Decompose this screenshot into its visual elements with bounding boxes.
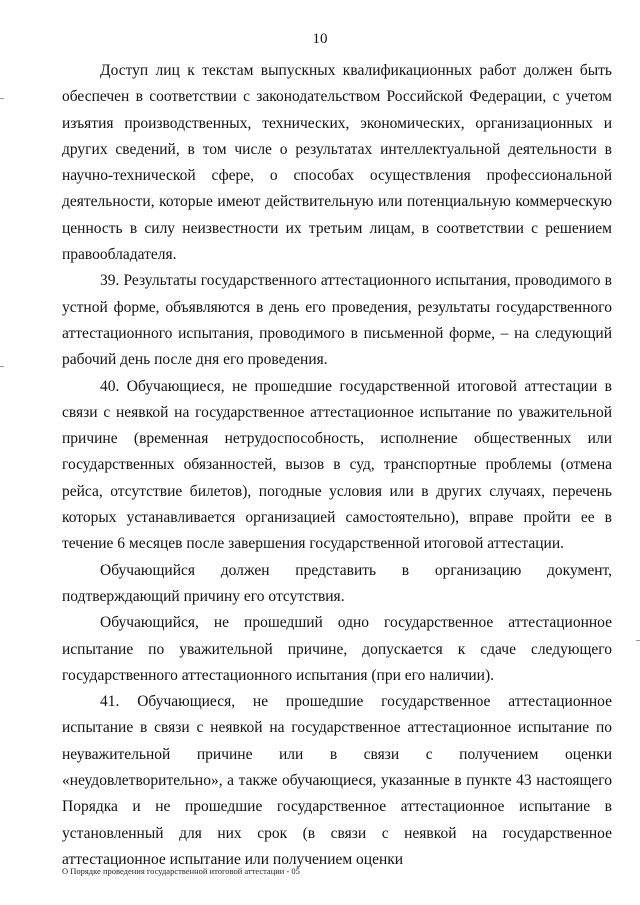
paragraph-admission: Обучающийся, не прошедший одно государственное аттестационное испытание по уважительной причине, допускается к сдаче следующего государственного аттестационного испытания (при его наличии). bbox=[62, 614, 612, 684]
page-footer: О Порядке проведения государственной итоговой аттестации - 05 bbox=[62, 866, 300, 876]
paragraph-39: 39. Результаты государственного аттестационного испытания, проводимого в устной форме, объявляются в день его проведения, результаты государственного аттестационного испытания, проводимого в письменной форме, – на следующий рабочий день после дня его проведения. bbox=[62, 272, 612, 369]
document-body bbox=[62, 58, 612, 873]
page-number: 10 bbox=[312, 31, 328, 47]
margin-scan-mark bbox=[0, 98, 4, 99]
paragraph-40: 40. Обучающиеся, не прошедшие государственной итоговой аттестации в связи с неявкой на государственное аттестационное испытание по уважительной причине (временная нетрудоспособность, исполнение общественных или государственных обязанностей, вызов в суд, транспортные проблемы (отмена рейса, отсутствие билетов), погодные условия или в других случаях, перечень которых устанавливается организацией самостоятельно), вправе пройти ее в течение 6 месяцев после завершения государственной итоговой аттестации. bbox=[62, 377, 612, 553]
margin-scan-mark bbox=[636, 640, 640, 641]
paragraph-41: 41. Обучающиеся, не прошедшие государственное аттестационное испытание в связи с неявкой на государственное аттестационное испытание по неуважительной причине или в связи с получением оценки «неудовлетворительно», а также обучающиеся, указанные в пункте 43 настоящего Порядка и не прошедшие государственное аттестационное испытание в установленный для них срок (в связи с неявкой на государственное аттестационное испытание или получением оценки bbox=[62, 693, 612, 868]
paragraph-access: Доступ лиц к текстам выпускных квалификационных работ должен быть обеспечен в соответствии с законодательством Российской Федерации, с учетом изъятия производственных, технических, экономических, организационных и других сведений, в том числе о результатах интеллектуальной деятельности в научно-технической сфере, о способах осуществления профессиональной деятельности, которые имеют действительную или потенциальную коммерческую ценность в силу неизвестности их третьим лицам, в соответствии с решением правообладателя. bbox=[62, 62, 612, 264]
paragraph-document-requirement: Обучающийся должен представить в организацию документ, подтверждающий причину его отсутствия. bbox=[62, 561, 612, 605]
margin-scan-mark bbox=[0, 366, 4, 367]
